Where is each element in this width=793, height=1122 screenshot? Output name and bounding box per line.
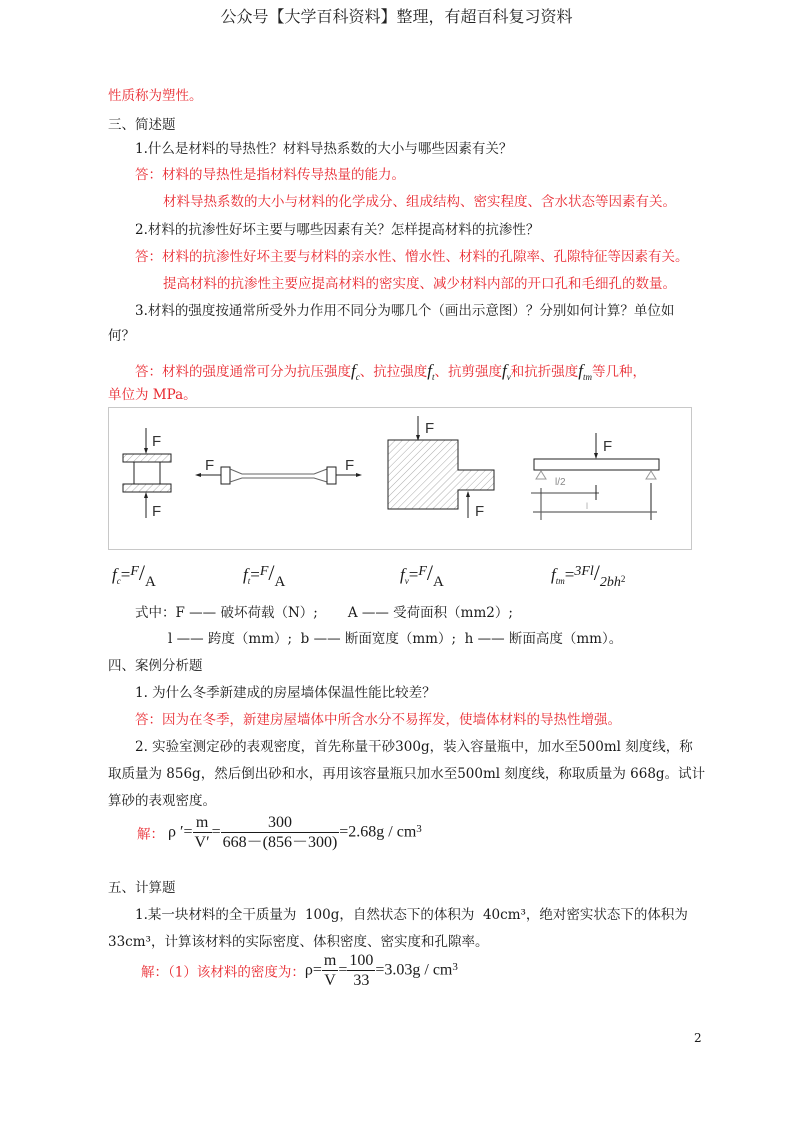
subscript-c: c	[355, 372, 360, 382]
solution-label: 解：（1）该材料的密度为：	[141, 964, 305, 981]
strength-diagram	[108, 407, 692, 550]
answer-3-text: 答：材料的强度通常可分为抗压强度	[135, 364, 351, 380]
answer-1-line-2: 材料导热系数的大小与材料的化学成分、组成结构、密实程度、含水状态等因素有关。	[163, 194, 676, 210]
numerator: F	[259, 564, 269, 579]
support-left	[536, 471, 546, 479]
equals: =	[564, 565, 575, 584]
answer-3-text: 和抗折强度	[510, 364, 579, 380]
fraction-m-over-v	[193, 813, 212, 852]
exponent: 3	[452, 961, 458, 974]
solution-label: 解：	[137, 826, 164, 843]
formula-compression: $f_c=^F/A$	[112, 560, 156, 590]
upper-plate	[123, 454, 171, 462]
symbol-f: f	[400, 565, 405, 584]
answer-1-line-1: 答：材料的导热性是指材料传导热量的能力。	[135, 167, 405, 183]
case-question-2-line-1: 2. 实验室测定砂的表观密度，首先称量干砂300g，装入容量瓶中，加水至500ml 刻度线，称	[135, 739, 693, 755]
calc-question-1-line-2: 33cm³，计算该材料的实际密度、体积密度、密实度和孔隙率。	[108, 934, 489, 950]
answer-3-line-1	[135, 362, 646, 386]
denominator: A	[274, 574, 286, 590]
result: =3.03g / cm	[375, 961, 453, 979]
numerator: 100	[349, 952, 374, 969]
denominator: 668－(856－300)	[222, 834, 338, 851]
force-label: F	[475, 503, 485, 520]
fraction-calc	[221, 813, 340, 852]
question-2: 2.材料的抗渗性好坏主要与哪些因素有关？怎样提高材料的抗渗性？	[135, 222, 540, 238]
legend-row-1: 式中：F —— 破坏荷载（N）; A —— 受荷面积（mm2）;	[135, 605, 513, 621]
denominator: A	[433, 574, 444, 590]
beam	[534, 459, 659, 470]
numerator: 300	[221, 813, 340, 833]
symbol-f: f	[551, 565, 556, 584]
rho: ρ	[304, 961, 313, 979]
rho-prime: ρ ′	[168, 823, 184, 841]
fraction-calc	[347, 951, 375, 990]
symbol-f: f	[351, 361, 356, 380]
legend-row-2: l —— 跨度（mm）; b —— 断面宽度（mm）; h —— 断面高度（mm）。	[168, 631, 623, 647]
subscript-tm: tm	[555, 576, 565, 586]
symbol-f: f	[112, 565, 117, 584]
numerator: m	[193, 813, 212, 833]
numerator: F	[418, 564, 427, 579]
denominator: A	[145, 574, 156, 590]
question-1: 1.什么是材料的导热性？材料导热系数的大小与哪些因素有关？	[135, 141, 513, 157]
solution-density: 解：（1）该材料的密度为：ρ= $\frac{m}{V}$ = $\frac{100}{33}$ $=3.03g / cm^3$	[141, 952, 458, 989]
denominator: V′	[194, 834, 210, 851]
answer-3-text: 、抗剪强度	[434, 364, 502, 380]
result: =2.68g / cm	[339, 823, 417, 841]
subscript-t: t	[431, 372, 435, 382]
numerator: m	[323, 952, 337, 969]
exponent: 3	[416, 823, 422, 836]
lower-plate	[123, 484, 171, 492]
subscript-tm: tm	[582, 372, 592, 382]
section-heading: 四、案例分析题	[108, 658, 203, 674]
half-span-label: l/2	[555, 477, 566, 488]
solution-sand-density: 解： ρ ′= $\frac{m}{V'}$ = $\frac{300}{668-(856-300)}$ $=2.68g / cm^3$	[137, 814, 422, 851]
answer-continuation: 性质称为塑性。	[108, 88, 203, 104]
denominator: V	[324, 972, 336, 989]
section-heading: 三、简述题	[108, 117, 176, 133]
denominator: 2bh	[599, 575, 621, 590]
fraction-m-over-v	[322, 951, 338, 990]
formula-bending: $f_{tm}=^{3Fl}/_{2bh}2$	[551, 560, 626, 590]
force-label: F	[345, 457, 355, 474]
force-label: F	[603, 438, 613, 455]
span-label: l	[586, 501, 588, 511]
force-label: F	[205, 457, 215, 474]
shear-block	[388, 440, 494, 509]
strength-diagram-svg	[109, 408, 693, 551]
symbol-f: f	[427, 361, 432, 380]
support-right	[646, 471, 656, 479]
case-question-1: 1. 为什么冬季新建成的房屋墙体保温性能比较差？	[135, 685, 436, 701]
page-header: 公众号【大学百科资料】整理，有超百科复习资料	[220, 7, 573, 26]
subscript-v: v	[506, 372, 511, 382]
answer-3-unit: 单位为 MPa。	[108, 387, 197, 403]
exponent: 2	[620, 574, 626, 584]
answer-2-line-1: 答：材料的抗渗性好坏主要与材料的亲水性、憎水性、材料的孔隙率、孔隙特征等因素有关。	[135, 249, 689, 265]
section-heading: 五、计算题	[108, 880, 176, 896]
bending-diagram	[531, 433, 659, 520]
symbol-f: f	[243, 565, 248, 584]
case-answer-1: 答：因为在冬季，新建房屋墙体中所含水分不易挥发，使墙体材料的导热性增强。	[135, 712, 621, 728]
numerator: F	[130, 564, 139, 579]
subscript-c: c	[116, 576, 121, 586]
formula-shear: $f_v=^F/A$	[400, 560, 444, 590]
force-label: F	[152, 503, 162, 520]
page-number: 2	[694, 1031, 702, 1045]
denominator: 33	[353, 972, 370, 989]
calc-question-1-line-1: 1.某一块材料的全干质量为 100g，自然状态下的体积为 40cm³，绝对密实状态下的体积为	[135, 907, 688, 923]
equals: =	[250, 565, 260, 584]
force-label: F	[425, 420, 435, 437]
case-question-2-line-2: 取质量为 856g，然后倒出砂和水，再用该容量瓶只加水至500ml 刻度线，称取质量为 668g。试计	[108, 766, 706, 782]
subscript-t: t	[247, 576, 251, 586]
question-3-line-1: 3.材料的强度按通常所受外力作用不同分为哪几个（画出示意图）？分别如何计算？单位如	[135, 303, 675, 319]
equals: =	[408, 565, 419, 584]
answer-2-line-2: 提高材料的抗渗性主要应提高材料的密实度、减少材料内部的开口孔和毛细孔的数量。	[163, 276, 676, 292]
equals: =	[120, 565, 131, 584]
answer-3-text: 、抗拉强度	[359, 364, 428, 380]
symbol-f: f	[501, 361, 507, 380]
case-question-2-line-3: 算砂的表观密度。	[108, 793, 216, 809]
tension-diagram	[195, 457, 362, 484]
compression-diagram	[123, 428, 171, 520]
subscript-v: v	[404, 576, 409, 586]
force-label: F	[152, 433, 162, 450]
formula-tension: $f_t=^F/A$	[243, 560, 286, 590]
shear-diagram	[388, 416, 494, 520]
question-3-line-2: 何？	[108, 328, 135, 344]
symbol-f: f	[578, 361, 583, 380]
answer-3-text: 等几种，	[591, 364, 646, 380]
numerator: 3Fl	[574, 564, 594, 579]
